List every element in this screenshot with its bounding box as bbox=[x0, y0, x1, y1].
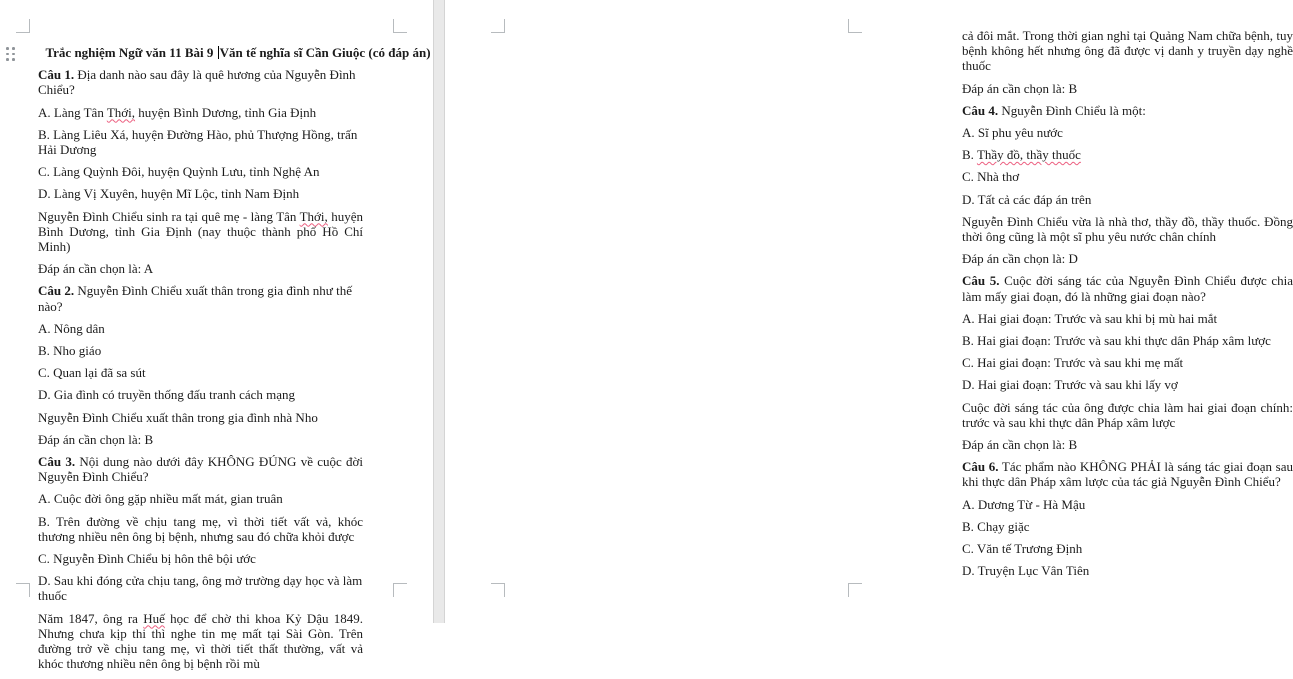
text-segment: huyện Bình Dương, tỉnh Gia Định bbox=[135, 104, 317, 120]
question-6-option-d[interactable] bbox=[962, 563, 1293, 578]
question-2-option-b[interactable] bbox=[38, 343, 363, 358]
question-4-option-b[interactable] bbox=[962, 147, 1293, 162]
text-segment: D. Truyện Lục Vân Tiên bbox=[962, 563, 1090, 579]
question-5[interactable] bbox=[962, 273, 1293, 303]
text-segment: huyện Bình Dương, tỉnh Gia Định (nay thuộc thành phố Hồ Chí Minh) bbox=[38, 208, 363, 255]
text-segment: Nguyễn Đình Chiểu vừa là nhà thơ, thầy đồ, thầy thuốc. Đồng thời ông cũng là một sĩ phu yêu nước chân chính bbox=[962, 213, 1293, 245]
text-segment: C. Nguyễn Đình Chiểu bị hôn thê bội ước bbox=[38, 551, 256, 567]
text-segment: A. Nông dân bbox=[38, 320, 105, 336]
question-4[interactable] bbox=[962, 103, 1293, 118]
crop-mark-icon bbox=[491, 19, 505, 33]
question-2[interactable] bbox=[38, 283, 363, 313]
question-5-explanation[interactable] bbox=[962, 400, 1293, 430]
question-1-explanation[interactable] bbox=[38, 209, 363, 255]
question-1-option-a[interactable] bbox=[38, 105, 363, 120]
text-segment: Đáp án cần chọn là: B bbox=[962, 437, 1078, 453]
text-segment: D. Tất cả các đáp án trên bbox=[962, 191, 1092, 207]
question-3-option-d[interactable] bbox=[38, 573, 363, 603]
text-segment: D. Hai giai đoạn: Trước và sau khi lấy vợ bbox=[962, 377, 1178, 393]
question-6[interactable] bbox=[962, 459, 1293, 489]
question-1-option-b[interactable] bbox=[38, 127, 363, 157]
question-6-option-b[interactable] bbox=[962, 519, 1293, 534]
misspelled-word: Thới, bbox=[106, 104, 136, 120]
text-segment: C. Làng Quỳnh Đôi, huyện Quỳnh Lưu, tỉnh Nghệ An bbox=[38, 164, 320, 180]
document-title[interactable] bbox=[38, 45, 438, 60]
document-page-1 bbox=[0, 0, 433, 672]
question-1-option-c[interactable] bbox=[38, 164, 363, 179]
question-5-option-c[interactable] bbox=[962, 355, 1293, 370]
text-segment: C. Nhà thơ bbox=[962, 169, 1020, 185]
text-segment: C. Quan lại đã sa sút bbox=[38, 365, 146, 381]
question-4-answer[interactable] bbox=[962, 251, 1293, 266]
question-4-option-a[interactable] bbox=[962, 125, 1293, 140]
text-segment: cả đôi mắt. Trong thời gian nghỉ tại Quảng Nam chữa bệnh, tuy bệnh không hết nhưng ông đã được vị danh y truyền dạy nghề thuốc bbox=[962, 28, 1293, 74]
question-3-answer[interactable] bbox=[962, 81, 1293, 96]
crop-mark-icon bbox=[16, 19, 30, 33]
text-segment: Đáp án cần chọn là: D bbox=[962, 251, 1078, 267]
text-segment: Đáp án cần chọn là: B bbox=[38, 431, 154, 447]
text-segment: Cuộc đời sáng tác của Nguyễn Đình Chiểu được chia làm mấy giai đoạn, đó là những giai đoạn nào? bbox=[962, 273, 1293, 304]
crop-mark-icon bbox=[393, 19, 407, 33]
text-segment: D. Gia đình có truyền thống đấu tranh cách mạng bbox=[38, 387, 296, 403]
misspelled-word: Huế bbox=[143, 610, 165, 626]
crop-mark-icon bbox=[848, 583, 862, 597]
text-segment: Nguyễn Đình Chiểu xuất thân trong gia đình như thế nào? bbox=[38, 283, 352, 314]
text-segment: Địa danh nào sau đây là quê hương của Nguyễn Đình Chiểu? bbox=[38, 67, 356, 98]
text-segment: Nội dung nào dưới đây KHÔNG ĐÚNG về cuộc đời Nguyễn Đình Chiểu? bbox=[38, 454, 363, 485]
question-3-option-a[interactable] bbox=[38, 491, 363, 506]
text-segment: B. Làng Liêu Xá, huyện Đường Hào, phủ Thượng Hồng, trấn Hải Dương bbox=[38, 126, 358, 158]
page-gap bbox=[433, 0, 445, 623]
question-5-option-a[interactable] bbox=[962, 311, 1293, 326]
crop-mark-icon bbox=[848, 19, 862, 33]
text-segment: A. Hai giai đoạn: Trước và sau khi bị mù hai mắt bbox=[962, 310, 1218, 326]
question-1[interactable] bbox=[38, 67, 363, 97]
bold-label: Câu 4. bbox=[962, 102, 999, 118]
text-segment: B. Chạy giặc bbox=[962, 518, 1030, 534]
question-2-answer[interactable] bbox=[38, 432, 363, 447]
drag-handle-icon[interactable] bbox=[5, 46, 16, 62]
question-4-option-c[interactable] bbox=[962, 169, 1293, 184]
question-3-option-c[interactable] bbox=[38, 551, 363, 566]
question-3-option-b[interactable] bbox=[38, 514, 363, 544]
bold-label: Câu 2. bbox=[38, 283, 75, 299]
text-segment: Nguyễn Đình Chiểu xuất thân trong gia đình nhà Nho bbox=[38, 409, 318, 425]
text-segment: A. Dương Từ - Hà Mậu bbox=[962, 496, 1086, 512]
text-segment: A. Cuộc đời ông gặp nhiều mất mát, gian truân bbox=[38, 491, 283, 507]
question-4-option-d[interactable] bbox=[962, 192, 1293, 207]
bold-label: Văn tế nghĩa sĩ Cần Giuộc (có đáp án) bbox=[219, 45, 431, 60]
bold-label: Câu 3. bbox=[38, 454, 76, 470]
text-cursor bbox=[218, 46, 219, 59]
question-1-option-d[interactable] bbox=[38, 186, 363, 201]
text-segment: học để chờ thi khoa Kỷ Dậu 1849. Nhưng chưa kịp thi thì nghe tin mẹ mất tại Sài Gòn. Trên đường trở về chịu tang mẹ, vì thời tiết thất thường, vất vả khóc thương nhiều nên ông bị bệnh rồi mù bbox=[38, 610, 363, 672]
text-segment: Năm 1847, ông ra bbox=[38, 610, 144, 626]
text-segment: Cuộc đời sáng tác của ông được chia làm hai giai đoạn chính: trước và sau khi thực dân Pháp xâm lược bbox=[962, 399, 1293, 430]
question-2-explanation[interactable] bbox=[38, 410, 363, 425]
text-segment: Nguyễn Đình Chiểu sinh ra tại quê mẹ - làng Tân bbox=[38, 208, 300, 224]
text-segment: C. Hai giai đoạn: Trước và sau khi mẹ mất bbox=[962, 355, 1184, 371]
text-segment: Đáp án cần chọn là: B bbox=[962, 80, 1078, 96]
text-segment: A. Làng Tân bbox=[38, 104, 107, 120]
misspelled-word: Thầy đồ, thầy thuốc bbox=[976, 147, 1081, 163]
bold-label: Trắc nghiệm Ngữ văn 11 Bài 9 bbox=[45, 45, 217, 60]
question-3-explanation[interactable] bbox=[38, 611, 363, 672]
text-segment: D. Làng Vị Xuyên, huyện Mĩ Lộc, tỉnh Nam Định bbox=[38, 186, 300, 202]
question-3[interactable] bbox=[38, 454, 363, 484]
crop-mark-icon bbox=[393, 583, 407, 597]
text-segment: D. Sau khi đóng cửa chịu tang, ông mở trường dạy học và làm thuốc bbox=[38, 573, 363, 604]
question-1-answer[interactable] bbox=[38, 261, 363, 276]
crop-mark-icon bbox=[491, 583, 505, 597]
text-segment: A. Sĩ phu yêu nước bbox=[962, 125, 1063, 141]
bold-label: Câu 1. bbox=[38, 67, 75, 83]
page-2-text-area[interactable] bbox=[962, 28, 1293, 585]
text-segment: Đáp án cần chọn là: A bbox=[38, 261, 154, 277]
text-segment: B. Trên đường về chịu tang mẹ, vì thời tiết vất vả, khóc thương nhiều nên ông bị bệnh, nhưng sau đó chữa khỏi được bbox=[38, 513, 363, 544]
text-segment: B. bbox=[962, 147, 977, 163]
page-1-text-area[interactable] bbox=[38, 45, 431, 679]
text-segment: Nguyễn Đình Chiểu là một: bbox=[998, 102, 1146, 118]
question-5-option-b[interactable] bbox=[962, 333, 1293, 348]
document-page-2 bbox=[445, 0, 1293, 623]
question-2-option-c[interactable] bbox=[38, 365, 363, 380]
question-2-option-a[interactable] bbox=[38, 321, 363, 336]
text-segment: C. Văn tế Trương Định bbox=[962, 541, 1083, 557]
question-5-answer[interactable] bbox=[962, 437, 1293, 452]
question-6-option-c[interactable] bbox=[962, 541, 1293, 556]
question-4-explanation[interactable] bbox=[962, 214, 1293, 244]
misspelled-word: Thới, bbox=[299, 208, 328, 224]
question-6-option-a[interactable] bbox=[962, 497, 1293, 512]
text-segment: Tác phẩm nào KHÔNG PHẢI là sáng tác giai đoạn sau khi thực dân Pháp xâm lược của tác giả Nguyễn Đình Chiểu? bbox=[962, 459, 1293, 490]
question-5-option-d[interactable] bbox=[962, 377, 1293, 392]
question-2-option-d[interactable] bbox=[38, 387, 363, 402]
text-segment: B. Hai giai đoạn: Trước và sau khi thực dân Pháp xâm lược bbox=[962, 333, 1271, 349]
question-3-explanation-continued[interactable] bbox=[962, 28, 1293, 74]
bold-label: Câu 5. bbox=[962, 273, 1000, 289]
bold-label: Câu 6. bbox=[962, 459, 999, 475]
text-segment: B. Nho giáo bbox=[38, 343, 102, 359]
crop-mark-icon bbox=[16, 583, 30, 597]
